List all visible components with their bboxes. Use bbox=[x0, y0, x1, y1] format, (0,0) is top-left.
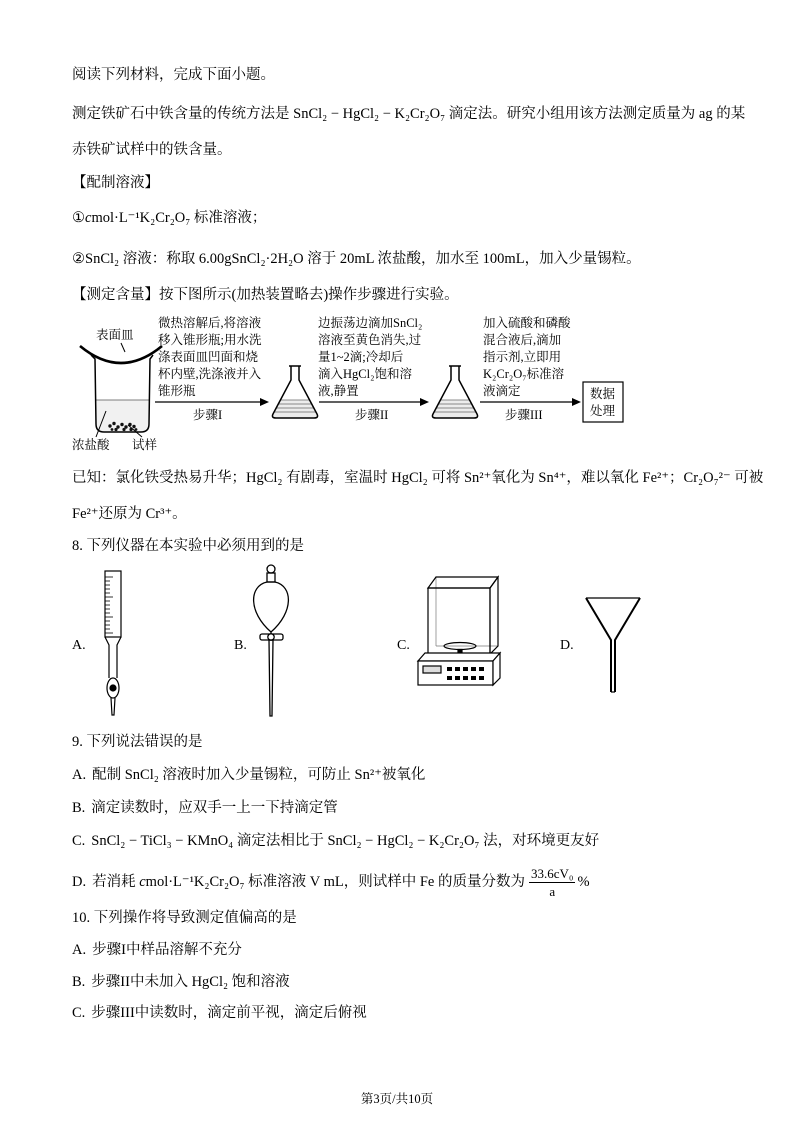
sample-particle bbox=[112, 422, 115, 425]
balance-button bbox=[447, 676, 452, 680]
step-3-text-line: 混合液后,滴加 bbox=[483, 333, 562, 347]
option-label: A. bbox=[72, 767, 87, 783]
question-8-stem: 8. 下列仪器在本实验中必须用到的是 bbox=[72, 538, 304, 554]
question-9-stem: 9. 下列说法错误的是 bbox=[72, 734, 203, 750]
step-2-text-line: 液,静置 bbox=[318, 384, 359, 398]
option-label: D. bbox=[72, 874, 87, 890]
balance-button bbox=[455, 676, 460, 680]
funnel-stopper bbox=[267, 565, 275, 573]
step-2-text-line: 边振荡边滴加SnCl₂ bbox=[318, 316, 423, 330]
conical-flask-2 bbox=[432, 366, 477, 418]
prep-item-1-text: mol·L⁻¹K₂Cr₂O₇ 标准溶液； bbox=[91, 210, 267, 226]
option-label: B. bbox=[72, 974, 86, 990]
option-a-label: A. bbox=[72, 638, 86, 653]
balance-button bbox=[463, 676, 468, 680]
experiment-flow-diagram bbox=[0, 300, 794, 460]
data-processing-line-2: 处理 bbox=[590, 404, 616, 418]
option-c bbox=[397, 577, 500, 685]
prep-item-1-marker: ① bbox=[72, 210, 85, 226]
option-c-label: C. bbox=[397, 638, 410, 653]
draft-shield-top bbox=[428, 577, 498, 588]
watch-glass-leader-line bbox=[121, 343, 125, 352]
sample-particle bbox=[120, 423, 123, 426]
fraction-numerator: 33.6cV₀ bbox=[531, 866, 574, 882]
balance-base-top bbox=[418, 653, 500, 661]
burette-tip bbox=[111, 698, 115, 715]
option-d bbox=[560, 598, 640, 692]
prep-item-1 bbox=[72, 208, 772, 228]
option-text-before: 若消耗 bbox=[92, 874, 140, 890]
option-text: 步骤III中读数时，滴定前平视，滴定后俯视 bbox=[91, 1005, 367, 1021]
sample-particle bbox=[111, 428, 114, 431]
reading-instruction: 阅读下列材料，完成下面小题。 bbox=[72, 67, 275, 83]
data-processing-line-1: 数据 bbox=[590, 387, 616, 401]
question-10-option-b bbox=[72, 972, 772, 992]
material-line-2: 赤铁矿试样中的铁含量。 bbox=[72, 142, 232, 158]
draft-shield-side bbox=[490, 577, 498, 654]
prep-item-1-concentration-var: c bbox=[85, 210, 92, 226]
step-2 bbox=[318, 315, 429, 422]
option-label: A. bbox=[72, 942, 87, 958]
funnel-left-wall bbox=[586, 598, 611, 692]
sample-particle bbox=[122, 428, 125, 431]
step-1 bbox=[155, 315, 269, 422]
balance-button bbox=[455, 667, 460, 671]
burette-graduations bbox=[105, 577, 113, 633]
option-text-after: mol·L⁻¹K₂Cr₂O₇ 标准溶液 V mL，则试样中 Fe 的质量分数为 bbox=[145, 874, 525, 890]
step-1-text-line: 涤表面皿凹面和烧 bbox=[158, 350, 259, 364]
step-1-arrow-head bbox=[260, 398, 269, 406]
question-8-options bbox=[0, 560, 794, 725]
option-text: 步骤I中样品溶解不充分 bbox=[92, 942, 242, 958]
measure-heading: 【测定含量】 bbox=[72, 287, 159, 303]
step-3-label: 步骤III bbox=[505, 408, 543, 422]
funnel-body bbox=[254, 582, 289, 632]
step-1-text-line: 移入锥形瓶;用水洗 bbox=[158, 333, 262, 347]
balance-display bbox=[423, 666, 441, 673]
separatory-funnel-icon bbox=[254, 565, 289, 716]
conical-flask-1 bbox=[272, 366, 317, 418]
step-3-text-line: 指示剂,立即用 bbox=[483, 350, 562, 364]
known-line-2: Fe²⁺还原为 Cr³⁺。 bbox=[72, 506, 187, 522]
option-d-label: D. bbox=[560, 638, 574, 653]
option-label: C. bbox=[72, 833, 86, 849]
option-b bbox=[234, 565, 288, 716]
step-3 bbox=[480, 315, 581, 422]
balance-button bbox=[471, 676, 476, 680]
data-processing-box bbox=[583, 382, 623, 422]
balance-button bbox=[479, 667, 484, 671]
step-3-arrow-head bbox=[572, 398, 581, 406]
funnel-right-wall bbox=[615, 598, 640, 692]
funnel-neck bbox=[267, 573, 275, 582]
question-10-stem: 10. 下列操作将导致测定值偏高的是 bbox=[72, 910, 297, 926]
option-text: 配制 SnCl₂ 溶液时加入少量锡粒，可防止 Sn²⁺被氧化 bbox=[92, 767, 426, 783]
step-3-text-line: 液滴定 bbox=[483, 384, 521, 398]
material-line-1: 测定铁矿石中铁含量的传统方法是 SnCl₂ − HgCl₂ − K₂Cr₂O₇ 滴定法。研究小组用该方法测定质量为 ag 的某 bbox=[72, 106, 746, 122]
burette-lower-tube bbox=[105, 637, 121, 678]
question-10-option-a bbox=[72, 940, 772, 960]
prep-heading: 【配制溶液】 bbox=[72, 175, 159, 191]
funnel-stem bbox=[269, 640, 273, 716]
step-2-label: 步骤II bbox=[355, 408, 389, 422]
funnel-icon bbox=[586, 598, 640, 692]
balance-button bbox=[463, 667, 468, 671]
step-1-text-line: 杯内壁,洗涤液并入 bbox=[158, 367, 262, 381]
prep-item-2: ②SnCl₂ 溶液：称取 6.00gSnCl₂·2H₂O 溶于 20mL 浓盐酸，加水至 100mL，加入少量锡粒。 bbox=[72, 251, 641, 267]
acid-label: 浓盐酸 bbox=[72, 438, 110, 452]
sample-particle bbox=[108, 424, 111, 427]
burette-glass-bead bbox=[110, 685, 116, 691]
sample-particle bbox=[132, 425, 135, 428]
sample-particle bbox=[114, 428, 117, 431]
beaker-apparatus bbox=[72, 328, 162, 452]
step-2-text-line: 溶液至黄色消失,过 bbox=[318, 333, 422, 347]
option-a bbox=[72, 571, 121, 715]
option-label: C. bbox=[72, 1005, 86, 1021]
step-1-label: 步骤I bbox=[193, 408, 223, 422]
step-2-text-line: 量1~2滴;冷却后 bbox=[318, 350, 404, 364]
watch-glass-label: 表面皿 bbox=[96, 328, 134, 342]
concentration-var: c bbox=[139, 874, 146, 890]
balance-button bbox=[471, 667, 476, 671]
known-line-1: 已知：氯化铁受热易升华；HgCl₂ 有剧毒，室温时 HgCl₂ 可将 Sn²⁺氧化为 Sn⁴⁺，难以氧化 Fe²⁺；Cr₂O₇²⁻ 可被 bbox=[72, 470, 764, 486]
step-3-text-line: K₂Cr₂O₇标准溶 bbox=[483, 367, 565, 381]
measure-text: 按下图所示(加热装置略去)操作步骤进行实验。 bbox=[159, 287, 459, 303]
balance-button bbox=[479, 676, 484, 680]
electronic-balance-icon bbox=[418, 577, 500, 685]
page-number: 第3页/共10页 bbox=[360, 1092, 434, 1106]
draft-shield-front bbox=[428, 588, 490, 654]
option-b-label: B. bbox=[234, 638, 247, 653]
question-9-option-a bbox=[72, 765, 772, 785]
step-2-text-line: 滴入HgCl₂饱和溶 bbox=[318, 367, 412, 381]
question-10-option-c bbox=[72, 1003, 772, 1023]
option-text: 步骤II中未加入 HgCl₂ 饱和溶液 bbox=[91, 974, 290, 990]
step-1-text-line: 锥形瓶 bbox=[158, 384, 196, 398]
burette-icon bbox=[105, 571, 121, 715]
sample-label: 试样 bbox=[132, 438, 158, 452]
balance-button bbox=[447, 667, 452, 671]
step-1-text-line: 微热溶解后,将溶液 bbox=[158, 316, 262, 330]
question-9-option-d bbox=[72, 860, 772, 904]
fraction-denominator: a bbox=[549, 884, 556, 900]
option-text: 滴定读数时，应双手一上一下持滴定管 bbox=[91, 800, 338, 816]
funnel-stopcock-key bbox=[268, 634, 274, 640]
step-2-arrow-head bbox=[420, 398, 429, 406]
question-9-option-b bbox=[72, 798, 772, 818]
percent-suffix: % bbox=[577, 874, 590, 890]
question-9-option-c bbox=[72, 831, 772, 851]
step-3-text-line: 加入硫酸和磷酸 bbox=[483, 316, 571, 330]
option-label: B. bbox=[72, 800, 86, 816]
mass-fraction-formula bbox=[529, 866, 575, 899]
option-text: SnCl₂ − TiCl₃ − KMnO₄ 滴定法相比于 SnCl₂ − HgCl₂ − K₂Cr₂O₇ 法，对环境更友好 bbox=[91, 833, 600, 849]
